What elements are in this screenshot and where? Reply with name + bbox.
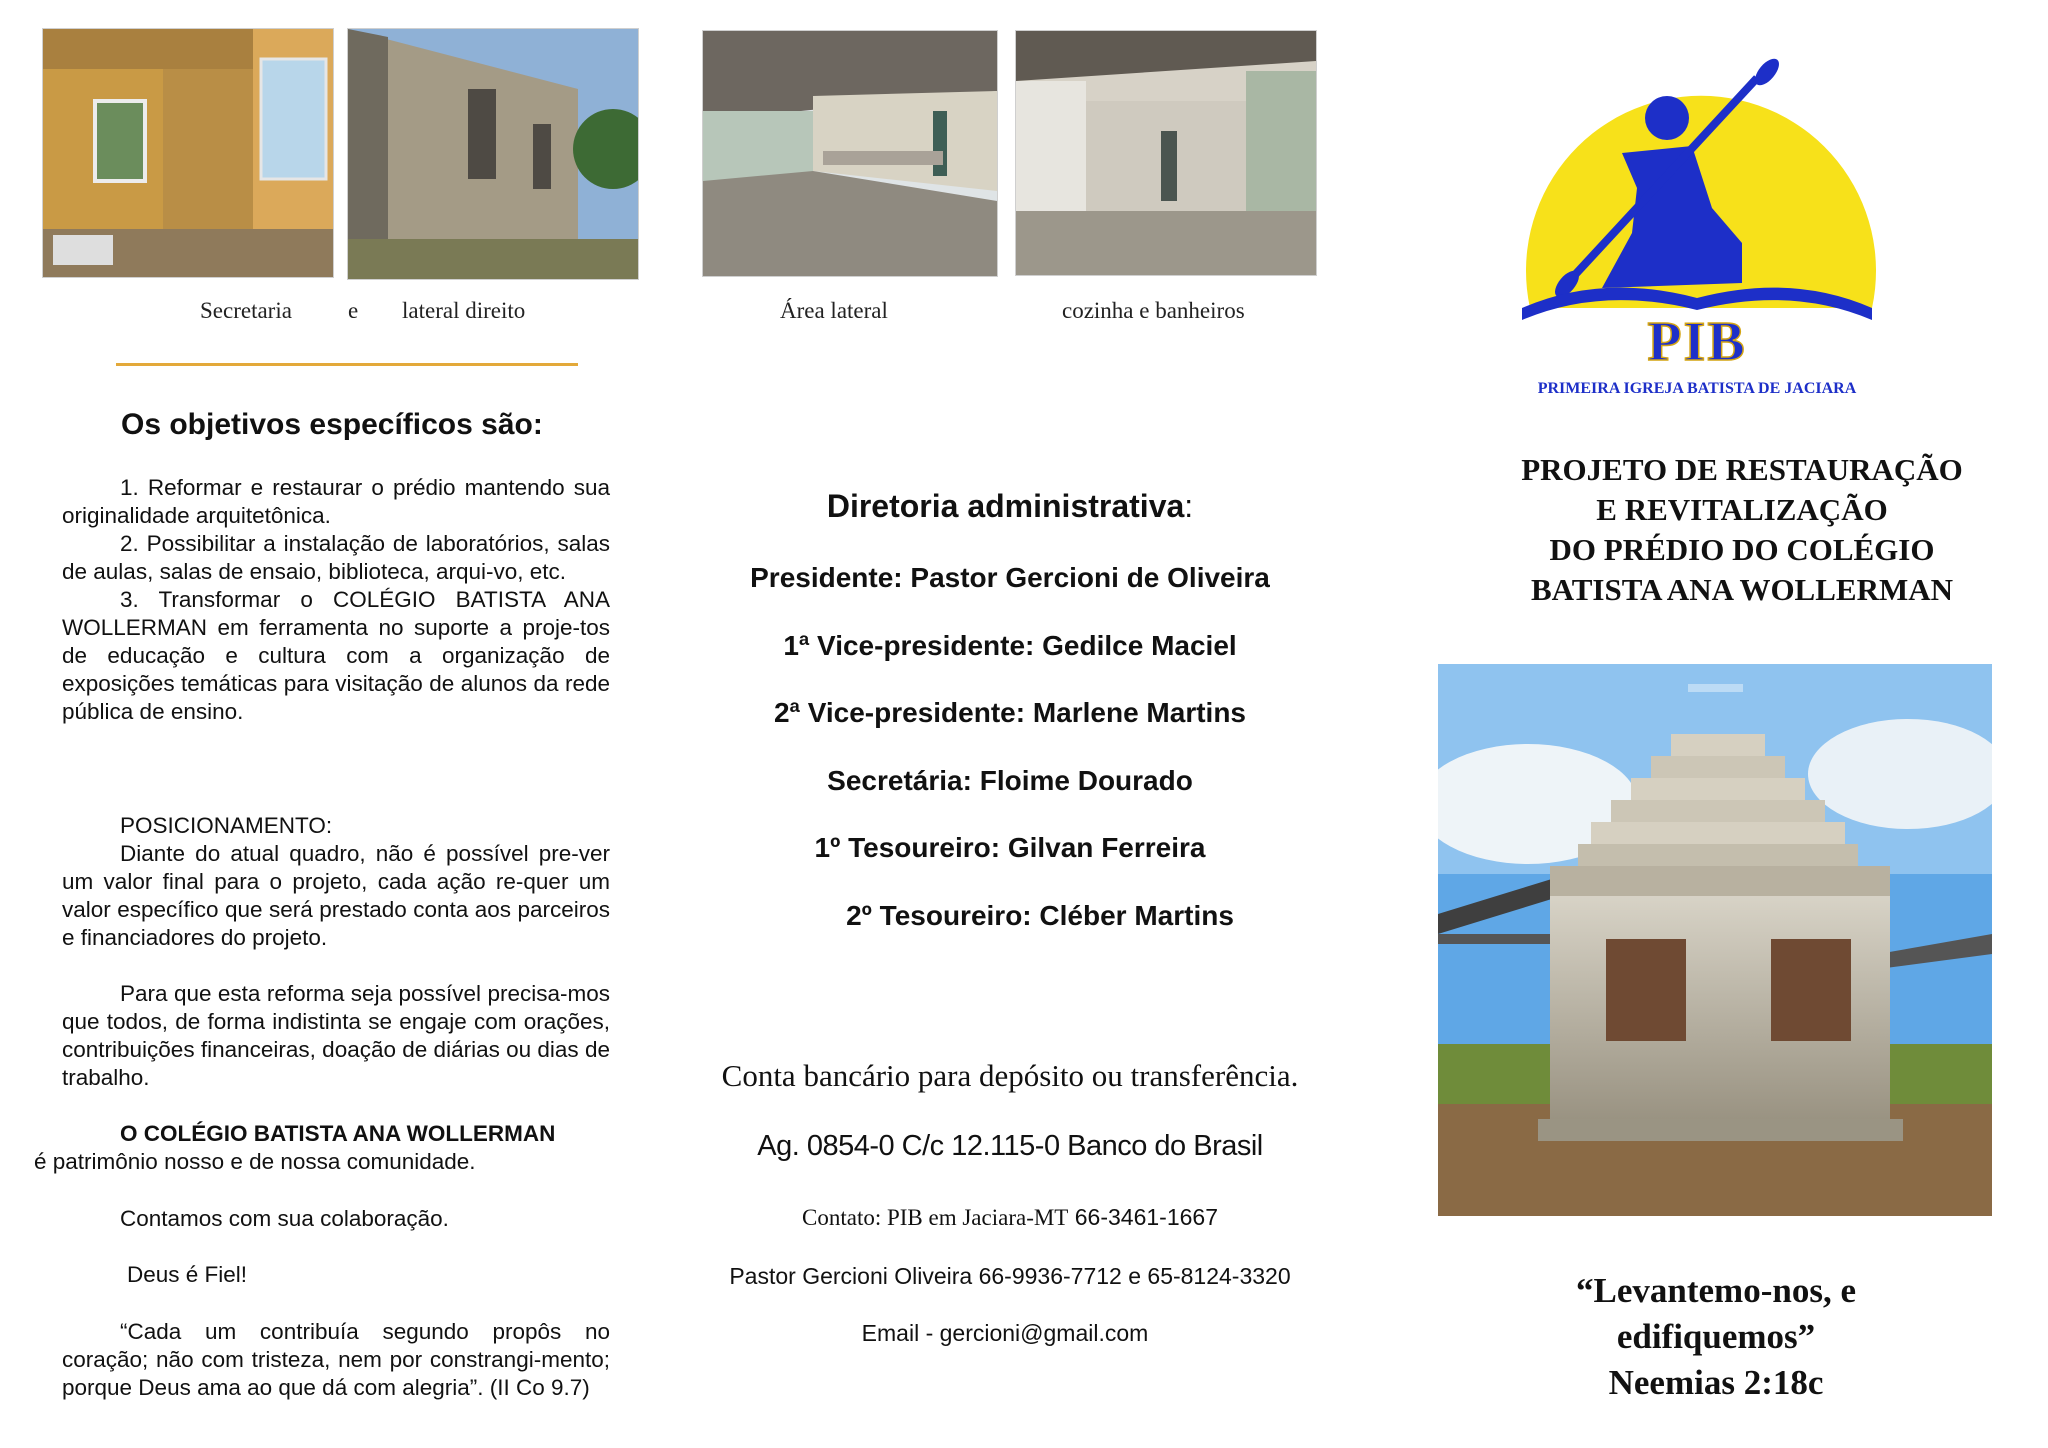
count-on-block [62,1205,610,1233]
board-treasurer-2: 2º Tesoureiro: Cléber Martins [846,900,1234,931]
faithful-block [62,1261,610,1289]
church-logo [1512,58,1882,408]
positioning-label: POSICIONAMENTO: [120,813,333,838]
logo-name: PRIMEIRA IGREJA BATISTA DE JACIARA [1537,380,1857,397]
board-president: Presidente: Pastor Gercioni de Oliveira [750,562,1270,593]
heritage-rest: é patrimônio nosso e de nossa comunidade. [34,1149,476,1174]
faithful-text: Deus é Fiel! [127,1262,248,1287]
verse-line-2: edifiquemos” [1616,1317,1816,1356]
quote-block [62,1318,610,1402]
board-title [700,488,1320,525]
heritage-bold: O COLÉGIO BATISTA ANA WOLLERMAN [120,1121,556,1146]
board-secretary: Secretária: Floime Dourado [827,765,1193,796]
caption-secretaria: Secretaria [200,298,292,323]
objectives-title: Os objetivos específicos são: [121,408,543,441]
project-title-line-1: PROJETO DE RESTAURAÇÃO [1521,452,1963,487]
bank-details: Ag. 0854-0 C/c 12.115-0 Banco do Brasil [757,1130,1263,1162]
appeal-text: Para que esta reforma seja possível precisa-mos que todos, de forma indistinta se engaje com orações, contribuições financeiras, doação de diárias ou dias de trabalho. [62,981,610,1090]
pastor-contact: Pastor Gercioni Oliveira 66-9936-7712 e 65-8124-3320 [729,1263,1291,1289]
photo-lateral-direito [347,28,639,280]
photo-cozinha-banheiros [1015,30,1317,276]
count-on-text: Contamos com sua colaboração. [120,1206,449,1231]
board-title-colon: : [1184,488,1194,524]
board-vp1: 1ª Vice-presidente: Gedilce Maciel [783,630,1237,661]
heritage-block [34,1120,610,1176]
photo-secretaria [42,28,334,278]
caption-cozinha-banheiros: cozinha e banheiros [1062,298,1245,323]
caption-e: e [348,298,359,323]
logo-abbr: PIB [1647,311,1747,373]
objective-3: 3. Transformar o COLÉGIO BATISTA ANA WOLLERMAN em ferramenta no suporte a proje-tos de educação e cultura com a organização de exposições temáticas para visitação de alunos da rede pública de ensino. [62,587,610,724]
verse-reference: Neemias 2:18c [1608,1363,1824,1402]
project-title-line-2: E REVITALIZAÇÃO [1596,492,1888,527]
contact-label: Contato: PIB em Jaciara-MT [802,1205,1069,1230]
contact-line [700,1204,1320,1231]
project-title [1436,450,2048,610]
contact-email: Email - gercioni@gmail.com [861,1320,1149,1346]
appeal-block [62,980,610,1092]
positioning-block [62,812,610,952]
photo-colegio-building [1438,664,1992,1216]
objective-2: 2. Possibilitar a instalação de laboratórios, salas de aulas, salas de ensaio, biblioteca, arqui-vo, etc. [62,531,610,584]
objectives-list [62,474,610,726]
caption-area-lateral: Área lateral [780,298,888,323]
bible-quote: “Cada um contribuía segundo propôs no coração; não com tristeza, nem por constrangi-mento; porque Deus ama ao que dá com alegria”. (II Co 9.7) [62,1319,610,1400]
bible-verse [1436,1268,1996,1406]
project-title-line-3: DO PRÉDIO DO COLÉGIO [1549,532,1935,567]
photo-area-lateral [702,30,998,277]
accent-divider [116,363,578,366]
bank-label: Conta bancário para depósito ou transferência. [721,1058,1299,1093]
project-title-line-4: BATISTA ANA WOLLERMAN [1530,572,1954,607]
caption-lateral-direito: lateral direito [402,298,526,323]
positioning-text: Diante do atual quadro, não é possível pre-ver um valor final para o projeto, cada ação re-quer um valor específico que será prestado conta aos parceiros e financiadores do projeto. [62,841,610,950]
objective-1: 1. Reformar e restaurar o prédio mantendo sua originalidade arquitetônica. [62,475,610,528]
board-title-text: Diretoria administrativa [826,488,1185,524]
board-treasurer-1: 1º Tesoureiro: Gilvan Ferreira [814,832,1206,863]
verse-line-1: “Levantemo-nos, e [1576,1271,1856,1310]
board-vp2: 2ª Vice-presidente: Marlene Martins [773,697,1246,728]
contact-phone: 66-3461-1667 [1074,1204,1218,1230]
